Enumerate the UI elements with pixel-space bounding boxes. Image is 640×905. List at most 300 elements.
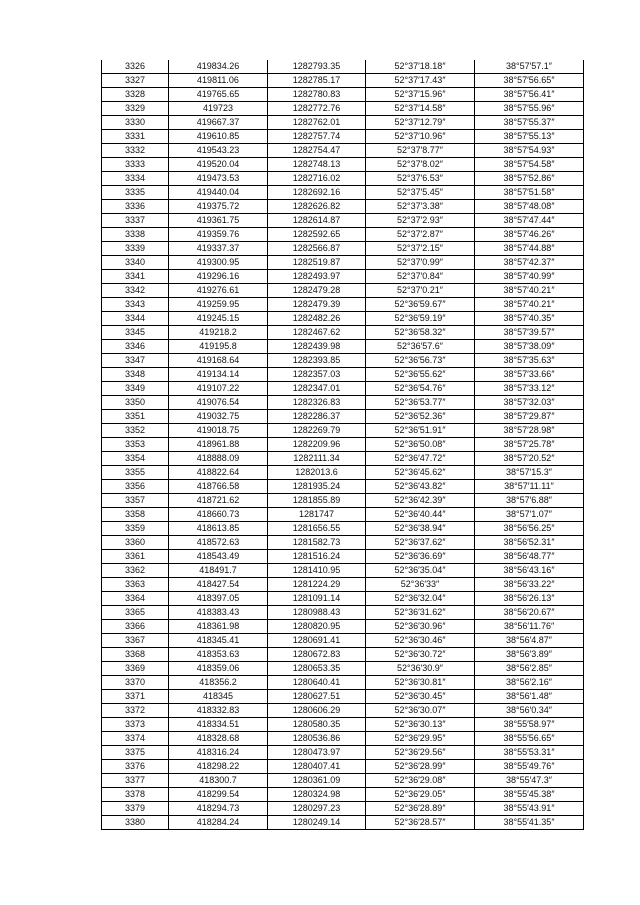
table-row <box>102 466 584 480</box>
x-coordinate-cell: 418300.7 <box>169 774 268 788</box>
table-row <box>102 312 584 326</box>
latitude-cell: 52°37′17.43″ <box>366 74 475 88</box>
longitude-cell: 38°55′53.31″ <box>475 746 584 760</box>
longitude-cell: 38°57′56.65″ <box>475 74 584 88</box>
x-coordinate-cell: 419296.16 <box>169 270 268 284</box>
table-row <box>102 802 584 816</box>
point-number-cell: 3339 <box>102 242 169 256</box>
table-row <box>102 578 584 592</box>
y-coordinate-cell: 1280691.41 <box>268 634 366 648</box>
point-number-cell: 3365 <box>102 606 169 620</box>
latitude-cell: 52°36′29.56″ <box>366 746 475 760</box>
x-coordinate-cell: 418397.05 <box>169 592 268 606</box>
point-number-cell: 3334 <box>102 172 169 186</box>
table-row <box>102 74 584 88</box>
table-row <box>102 648 584 662</box>
point-number-cell: 3357 <box>102 494 169 508</box>
table-row <box>102 718 584 732</box>
table-row <box>102 424 584 438</box>
latitude-cell: 52°36′30.45″ <box>366 690 475 704</box>
point-number-cell: 3380 <box>102 816 169 830</box>
x-coordinate-cell: 418543.49 <box>169 550 268 564</box>
y-coordinate-cell: 1281656.55 <box>268 522 366 536</box>
y-coordinate-cell: 1282566.87 <box>268 242 366 256</box>
latitude-cell: 52°37′2.93″ <box>366 214 475 228</box>
table-row <box>102 172 584 186</box>
x-coordinate-cell: 419259.95 <box>169 298 268 312</box>
longitude-cell: 38°57′55.37″ <box>475 116 584 130</box>
latitude-cell: 52°37′6.53″ <box>366 172 475 186</box>
point-number-cell: 3327 <box>102 74 169 88</box>
longitude-cell: 38°57′54.93″ <box>475 144 584 158</box>
x-coordinate-cell: 418613.85 <box>169 522 268 536</box>
table-row <box>102 396 584 410</box>
point-number-cell: 3368 <box>102 648 169 662</box>
latitude-cell: 52°37′0.84″ <box>366 270 475 284</box>
table-row <box>102 550 584 564</box>
coordinate-table-body <box>102 60 584 830</box>
table-row <box>102 746 584 760</box>
point-number-cell: 3337 <box>102 214 169 228</box>
longitude-cell: 38°57′40.21″ <box>475 298 584 312</box>
x-coordinate-cell: 418961.88 <box>169 438 268 452</box>
table-row <box>102 438 584 452</box>
y-coordinate-cell: 1280672.83 <box>268 648 366 662</box>
y-coordinate-cell: 1280606.29 <box>268 704 366 718</box>
table-row <box>102 774 584 788</box>
latitude-cell: 52°37′15.96″ <box>366 88 475 102</box>
point-number-cell: 3341 <box>102 270 169 284</box>
point-number-cell: 3367 <box>102 634 169 648</box>
x-coordinate-cell: 419076.54 <box>169 396 268 410</box>
latitude-cell: 52°36′52.36″ <box>366 410 475 424</box>
y-coordinate-cell: 1280473.97 <box>268 746 366 760</box>
point-number-cell: 3376 <box>102 760 169 774</box>
table-row <box>102 88 584 102</box>
y-coordinate-cell: 1280640.41 <box>268 676 366 690</box>
point-number-cell: 3328 <box>102 88 169 102</box>
longitude-cell: 38°57′6.88″ <box>475 494 584 508</box>
point-number-cell: 3373 <box>102 718 169 732</box>
latitude-cell: 52°36′40.44″ <box>366 508 475 522</box>
point-number-cell: 3370 <box>102 676 169 690</box>
table-row <box>102 284 584 298</box>
longitude-cell: 38°57′56.41″ <box>475 88 584 102</box>
x-coordinate-cell: 418298.22 <box>169 760 268 774</box>
y-coordinate-cell: 1282347.01 <box>268 382 366 396</box>
latitude-cell: 52°36′54.76″ <box>366 382 475 396</box>
latitude-cell: 52°37′3.38″ <box>366 200 475 214</box>
latitude-cell: 52°36′30.13″ <box>366 718 475 732</box>
y-coordinate-cell: 1280988.43 <box>268 606 366 620</box>
y-coordinate-cell: 1282209.96 <box>268 438 366 452</box>
x-coordinate-cell: 418345 <box>169 690 268 704</box>
longitude-cell: 38°55′47.3″ <box>475 774 584 788</box>
table-row <box>102 592 584 606</box>
table-row <box>102 480 584 494</box>
table-row <box>102 676 584 690</box>
y-coordinate-cell: 1282326.83 <box>268 396 366 410</box>
x-coordinate-cell: 418294.73 <box>169 802 268 816</box>
y-coordinate-cell: 1282754.47 <box>268 144 366 158</box>
y-coordinate-cell: 1282785.17 <box>268 74 366 88</box>
longitude-cell: 38°56′0.34″ <box>475 704 584 718</box>
y-coordinate-cell: 1282393.85 <box>268 354 366 368</box>
y-coordinate-cell: 1280536.86 <box>268 732 366 746</box>
y-coordinate-cell: 1281747 <box>268 508 366 522</box>
y-coordinate-cell: 1282269.79 <box>268 424 366 438</box>
latitude-cell: 52°36′53.77″ <box>366 396 475 410</box>
y-coordinate-cell: 1280249.14 <box>268 816 366 830</box>
x-coordinate-cell: 419473.53 <box>169 172 268 186</box>
x-coordinate-cell: 419440.04 <box>169 186 268 200</box>
y-coordinate-cell: 1281410.95 <box>268 564 366 578</box>
latitude-cell: 52°36′29.95″ <box>366 732 475 746</box>
y-coordinate-cell: 1280324.98 <box>268 788 366 802</box>
latitude-cell: 52°36′45.62″ <box>366 466 475 480</box>
latitude-cell: 52°36′58.32″ <box>366 326 475 340</box>
latitude-cell: 52°36′31.62″ <box>366 606 475 620</box>
longitude-cell: 38°57′11.11″ <box>475 480 584 494</box>
x-coordinate-cell: 419811.06 <box>169 74 268 88</box>
y-coordinate-cell: 1282772.76 <box>268 102 366 116</box>
longitude-cell: 38°57′28.98″ <box>475 424 584 438</box>
latitude-cell: 52°37′12.79″ <box>366 116 475 130</box>
y-coordinate-cell: 1281516.24 <box>268 550 366 564</box>
y-coordinate-cell: 1282479.39 <box>268 298 366 312</box>
x-coordinate-cell: 418572.63 <box>169 536 268 550</box>
latitude-cell: 52°37′8.02″ <box>366 158 475 172</box>
latitude-cell: 52°37′8.77″ <box>366 144 475 158</box>
latitude-cell: 52°36′43.82″ <box>366 480 475 494</box>
latitude-cell: 52°36′30.46″ <box>366 634 475 648</box>
longitude-cell: 38°55′58.97″ <box>475 718 584 732</box>
point-number-cell: 3360 <box>102 536 169 550</box>
y-coordinate-cell: 1282592.65 <box>268 228 366 242</box>
longitude-cell: 38°57′48.08″ <box>475 200 584 214</box>
x-coordinate-cell: 419018.75 <box>169 424 268 438</box>
latitude-cell: 52°37′2.15″ <box>366 242 475 256</box>
latitude-cell: 52°36′33″ <box>366 578 475 592</box>
point-number-cell: 3377 <box>102 774 169 788</box>
y-coordinate-cell: 1280361.09 <box>268 774 366 788</box>
table-row <box>102 102 584 116</box>
x-coordinate-cell: 418822.64 <box>169 466 268 480</box>
point-number-cell: 3363 <box>102 578 169 592</box>
longitude-cell: 38°56′2.85″ <box>475 662 584 676</box>
point-number-cell: 3345 <box>102 326 169 340</box>
point-number-cell: 3350 <box>102 396 169 410</box>
latitude-cell: 52°37′0.21″ <box>366 284 475 298</box>
longitude-cell: 38°56′52.31″ <box>475 536 584 550</box>
x-coordinate-cell: 418383.43 <box>169 606 268 620</box>
point-number-cell: 3372 <box>102 704 169 718</box>
table-row <box>102 298 584 312</box>
x-coordinate-cell: 419834.26 <box>169 60 268 74</box>
table-row <box>102 508 584 522</box>
latitude-cell: 52°36′57.6″ <box>366 340 475 354</box>
longitude-cell: 38°57′42.37″ <box>475 256 584 270</box>
coordinate-table <box>101 60 584 830</box>
table-row <box>102 228 584 242</box>
point-number-cell: 3336 <box>102 200 169 214</box>
x-coordinate-cell: 418888.09 <box>169 452 268 466</box>
point-number-cell: 3358 <box>102 508 169 522</box>
longitude-cell: 38°57′25.78″ <box>475 438 584 452</box>
point-number-cell: 3351 <box>102 410 169 424</box>
y-coordinate-cell: 1280407.41 <box>268 760 366 774</box>
table-row <box>102 760 584 774</box>
y-coordinate-cell: 1282013.6 <box>268 466 366 480</box>
latitude-cell: 52°36′29.05″ <box>366 788 475 802</box>
table-row <box>102 368 584 382</box>
point-number-cell: 3340 <box>102 256 169 270</box>
y-coordinate-cell: 1280627.51 <box>268 690 366 704</box>
longitude-cell: 38°56′20.67″ <box>475 606 584 620</box>
x-coordinate-cell: 419195.8 <box>169 340 268 354</box>
latitude-cell: 52°36′35.04″ <box>366 564 475 578</box>
x-coordinate-cell: 419245.15 <box>169 312 268 326</box>
x-coordinate-cell: 419134.14 <box>169 368 268 382</box>
x-coordinate-cell: 419337.37 <box>169 242 268 256</box>
table-row <box>102 130 584 144</box>
point-number-cell: 3348 <box>102 368 169 382</box>
latitude-cell: 52°36′29.08″ <box>366 774 475 788</box>
table-row <box>102 690 584 704</box>
table-row <box>102 620 584 634</box>
longitude-cell: 38°57′38.09″ <box>475 340 584 354</box>
table-row <box>102 116 584 130</box>
y-coordinate-cell: 1282748.13 <box>268 158 366 172</box>
longitude-cell: 38°56′48.77″ <box>475 550 584 564</box>
table-row <box>102 60 584 74</box>
x-coordinate-cell: 418284.24 <box>169 816 268 830</box>
latitude-cell: 52°36′30.96″ <box>366 620 475 634</box>
y-coordinate-cell: 1282762.01 <box>268 116 366 130</box>
latitude-cell: 52°36′37.62″ <box>366 536 475 550</box>
longitude-cell: 38°57′52.86″ <box>475 172 584 186</box>
longitude-cell: 38°56′1.48″ <box>475 690 584 704</box>
point-number-cell: 3353 <box>102 438 169 452</box>
table-row <box>102 214 584 228</box>
y-coordinate-cell: 1282467.62 <box>268 326 366 340</box>
latitude-cell: 52°36′56.73″ <box>366 354 475 368</box>
y-coordinate-cell: 1281224.29 <box>268 578 366 592</box>
latitude-cell: 52°37′14.58″ <box>366 102 475 116</box>
table-row <box>102 704 584 718</box>
point-number-cell: 3349 <box>102 382 169 396</box>
point-number-cell: 3366 <box>102 620 169 634</box>
x-coordinate-cell: 418427.54 <box>169 578 268 592</box>
point-number-cell: 3346 <box>102 340 169 354</box>
point-number-cell: 3356 <box>102 480 169 494</box>
x-coordinate-cell: 419520.04 <box>169 158 268 172</box>
longitude-cell: 38°56′26.13″ <box>475 592 584 606</box>
latitude-cell: 52°36′55.62″ <box>366 368 475 382</box>
x-coordinate-cell: 418328.68 <box>169 732 268 746</box>
table-row <box>102 242 584 256</box>
point-number-cell: 3330 <box>102 116 169 130</box>
x-coordinate-cell: 418359.06 <box>169 662 268 676</box>
longitude-cell: 38°57′47.44″ <box>475 214 584 228</box>
y-coordinate-cell: 1280297.23 <box>268 802 366 816</box>
x-coordinate-cell: 419375.72 <box>169 200 268 214</box>
latitude-cell: 52°36′30.9″ <box>366 662 475 676</box>
longitude-cell: 38°55′49.76″ <box>475 760 584 774</box>
longitude-cell: 38°57′20.52″ <box>475 452 584 466</box>
longitude-cell: 38°56′4.87″ <box>475 634 584 648</box>
longitude-cell: 38°57′44.88″ <box>475 242 584 256</box>
x-coordinate-cell: 418766.58 <box>169 480 268 494</box>
y-coordinate-cell: 1282716.02 <box>268 172 366 186</box>
point-number-cell: 3342 <box>102 284 169 298</box>
latitude-cell: 52°36′30.72″ <box>366 648 475 662</box>
y-coordinate-cell: 1281855.89 <box>268 494 366 508</box>
table-row <box>102 354 584 368</box>
point-number-cell: 3333 <box>102 158 169 172</box>
latitude-cell: 52°36′59.67″ <box>366 298 475 312</box>
x-coordinate-cell: 418491.7 <box>169 564 268 578</box>
table-row <box>102 564 584 578</box>
longitude-cell: 38°57′55.96″ <box>475 102 584 116</box>
table-row <box>102 256 584 270</box>
x-coordinate-cell: 418299.54 <box>169 788 268 802</box>
x-coordinate-cell: 419032.75 <box>169 410 268 424</box>
y-coordinate-cell: 1282479.28 <box>268 284 366 298</box>
point-number-cell: 3352 <box>102 424 169 438</box>
table-row <box>102 340 584 354</box>
table-row <box>102 634 584 648</box>
latitude-cell: 52°36′28.99″ <box>366 760 475 774</box>
longitude-cell: 38°56′2.16″ <box>475 676 584 690</box>
table-row <box>102 606 584 620</box>
point-number-cell: 3338 <box>102 228 169 242</box>
point-number-cell: 3329 <box>102 102 169 116</box>
longitude-cell: 38°57′39.57″ <box>475 326 584 340</box>
longitude-cell: 38°57′15.3″ <box>475 466 584 480</box>
table-row <box>102 816 584 830</box>
longitude-cell: 38°55′56.65″ <box>475 732 584 746</box>
y-coordinate-cell: 1282111.34 <box>268 452 366 466</box>
point-number-cell: 3344 <box>102 312 169 326</box>
longitude-cell: 38°57′35.63″ <box>475 354 584 368</box>
point-number-cell: 3379 <box>102 802 169 816</box>
latitude-cell: 52°36′36.69″ <box>366 550 475 564</box>
table-row <box>102 536 584 550</box>
longitude-cell: 38°57′1.07″ <box>475 508 584 522</box>
longitude-cell: 38°56′56.25″ <box>475 522 584 536</box>
y-coordinate-cell: 1280653.35 <box>268 662 366 676</box>
point-number-cell: 3369 <box>102 662 169 676</box>
longitude-cell: 38°56′43.16″ <box>475 564 584 578</box>
y-coordinate-cell: 1282793.35 <box>268 60 366 74</box>
table-row <box>102 788 584 802</box>
x-coordinate-cell: 419359.76 <box>169 228 268 242</box>
latitude-cell: 52°36′28.89″ <box>366 802 475 816</box>
latitude-cell: 52°36′38.94″ <box>366 522 475 536</box>
longitude-cell: 38°57′51.58″ <box>475 186 584 200</box>
x-coordinate-cell: 418316.24 <box>169 746 268 760</box>
x-coordinate-cell: 418353.63 <box>169 648 268 662</box>
table-row <box>102 326 584 340</box>
y-coordinate-cell: 1282626.82 <box>268 200 366 214</box>
latitude-cell: 52°36′30.07″ <box>366 704 475 718</box>
table-row <box>102 410 584 424</box>
latitude-cell: 52°36′47.72″ <box>366 452 475 466</box>
x-coordinate-cell: 418356.2 <box>169 676 268 690</box>
y-coordinate-cell: 1281091.14 <box>268 592 366 606</box>
latitude-cell: 52°36′28.57″ <box>366 816 475 830</box>
longitude-cell: 38°57′40.99″ <box>475 270 584 284</box>
longitude-cell: 38°57′33.12″ <box>475 382 584 396</box>
x-coordinate-cell: 419218.2 <box>169 326 268 340</box>
longitude-cell: 38°56′33.22″ <box>475 578 584 592</box>
point-number-cell: 3355 <box>102 466 169 480</box>
x-coordinate-cell: 419723 <box>169 102 268 116</box>
latitude-cell: 52°37′2.87″ <box>366 228 475 242</box>
longitude-cell: 38°57′46.26″ <box>475 228 584 242</box>
y-coordinate-cell: 1281582.73 <box>268 536 366 550</box>
y-coordinate-cell: 1282692.16 <box>268 186 366 200</box>
point-number-cell: 3332 <box>102 144 169 158</box>
longitude-cell: 38°57′40.35″ <box>475 312 584 326</box>
x-coordinate-cell: 419107.22 <box>169 382 268 396</box>
table-row <box>102 732 584 746</box>
y-coordinate-cell: 1280820.95 <box>268 620 366 634</box>
x-coordinate-cell: 418332.83 <box>169 704 268 718</box>
y-coordinate-cell: 1282482.26 <box>268 312 366 326</box>
latitude-cell: 52°36′59.19″ <box>366 312 475 326</box>
point-number-cell: 3361 <box>102 550 169 564</box>
longitude-cell: 38°55′41.35″ <box>475 816 584 830</box>
y-coordinate-cell: 1282780.83 <box>268 88 366 102</box>
x-coordinate-cell: 418345.41 <box>169 634 268 648</box>
table-row <box>102 382 584 396</box>
x-coordinate-cell: 418721.62 <box>169 494 268 508</box>
table-row <box>102 200 584 214</box>
y-coordinate-cell: 1282439.98 <box>268 340 366 354</box>
y-coordinate-cell: 1282357.03 <box>268 368 366 382</box>
longitude-cell: 38°57′55.13″ <box>475 130 584 144</box>
x-coordinate-cell: 418334.51 <box>169 718 268 732</box>
y-coordinate-cell: 1281935.24 <box>268 480 366 494</box>
y-coordinate-cell: 1282614.87 <box>268 214 366 228</box>
y-coordinate-cell: 1282757.74 <box>268 130 366 144</box>
longitude-cell: 38°57′54.58″ <box>475 158 584 172</box>
y-coordinate-cell: 1282286.37 <box>268 410 366 424</box>
table-row <box>102 158 584 172</box>
x-coordinate-cell: 419610.85 <box>169 130 268 144</box>
longitude-cell: 38°57′29.87″ <box>475 410 584 424</box>
point-number-cell: 3354 <box>102 452 169 466</box>
longitude-cell: 38°57′33.66″ <box>475 368 584 382</box>
x-coordinate-cell: 419276.61 <box>169 284 268 298</box>
point-number-cell: 3364 <box>102 592 169 606</box>
point-number-cell: 3343 <box>102 298 169 312</box>
table-row <box>102 144 584 158</box>
table-row <box>102 522 584 536</box>
latitude-cell: 52°37′5.45″ <box>366 186 475 200</box>
point-number-cell: 3378 <box>102 788 169 802</box>
longitude-cell: 38°57′40.21″ <box>475 284 584 298</box>
latitude-cell: 52°37′18.18″ <box>366 60 475 74</box>
x-coordinate-cell: 419667.37 <box>169 116 268 130</box>
table-row <box>102 270 584 284</box>
point-number-cell: 3347 <box>102 354 169 368</box>
table-row <box>102 186 584 200</box>
latitude-cell: 52°37′0.99″ <box>366 256 475 270</box>
longitude-cell: 38°56′11.76″ <box>475 620 584 634</box>
